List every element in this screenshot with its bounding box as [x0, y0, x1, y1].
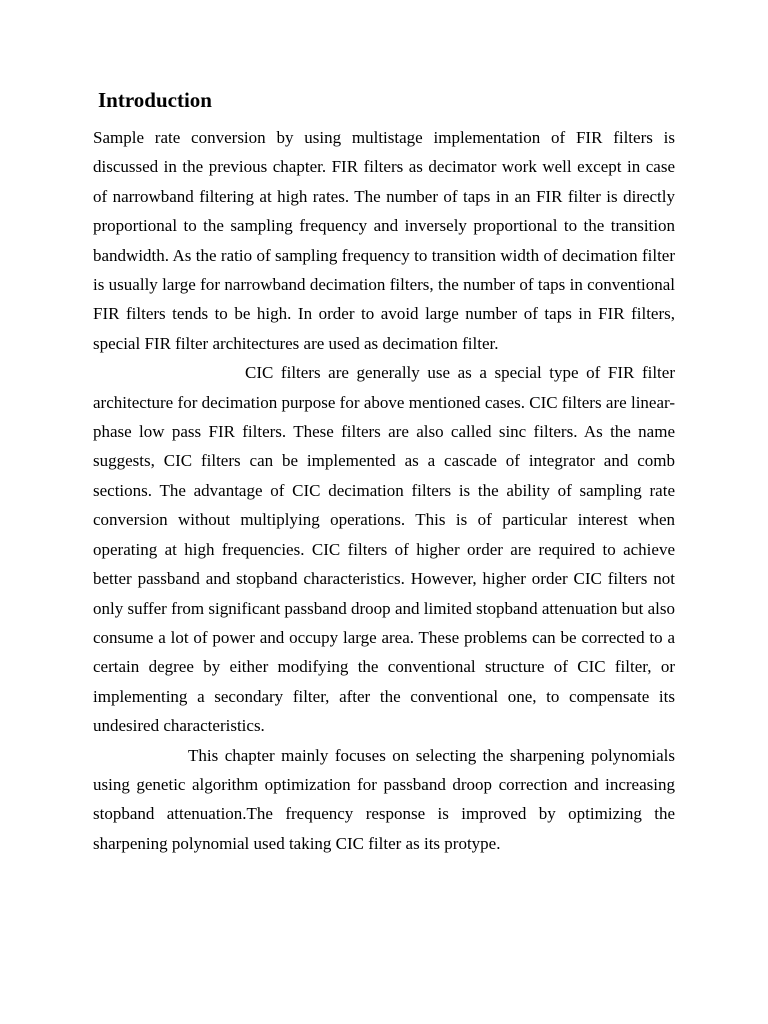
paragraph-3: This chapter mainly focuses on selecting the sharpening polynomials using genetic algorithm optimization for passband droop correction and increasing stopband attenuation.The frequency response is improved by optimizing the sharpening polynomial used taking CIC filter as its protype. — [93, 745, 675, 853]
paragraph-2: CIC filters are generally use as a special type of FIR filter architecture for decimation purpose for above mentioned cases. CIC filters are linear-phase low pass FIR filters. These filters are also called sinc filters. As the name suggests, CIC filters can be implemented as a cascade of integrator and comb sections. The advantage of CIC decimation filters is the ability of sampling rate conversion without multiplying operations. This is of particular interest when operating at high frequencies. CIC filters of higher order are required to achieve better passband and stopband characteristics. However, higher order CIC filters not only suffer from significant passband droop and limited stopband attenuation but also consume a lot of power and occupy large area. These problems can be corrected to a certain degree by either modifying the conventional structure of CIC filter, or implementing a secondary filter, after the conventional one, to compensate its undesired characteristics. — [93, 363, 675, 736]
section-heading: Introduction — [98, 88, 212, 112]
body-text — [93, 123, 675, 858]
paragraph-1: Sample rate conversion by using multistage implementation of FIR filters is discussed in the previous chapter. FIR filters as decimator work well except in case of narrowband filtering at high rates. The number of taps in an FIR filter is directly proportional to the sampling frequency and inversely proportional to the transition bandwidth. As the ratio of sampling frequency to transition width of decimation filter is usually large for narrowband decimation filters, the number of taps in conventional FIR filters tends to be high. In order to avoid large number of taps in FIR filters, special FIR filter architectures are used as decimation filter. — [93, 128, 675, 353]
